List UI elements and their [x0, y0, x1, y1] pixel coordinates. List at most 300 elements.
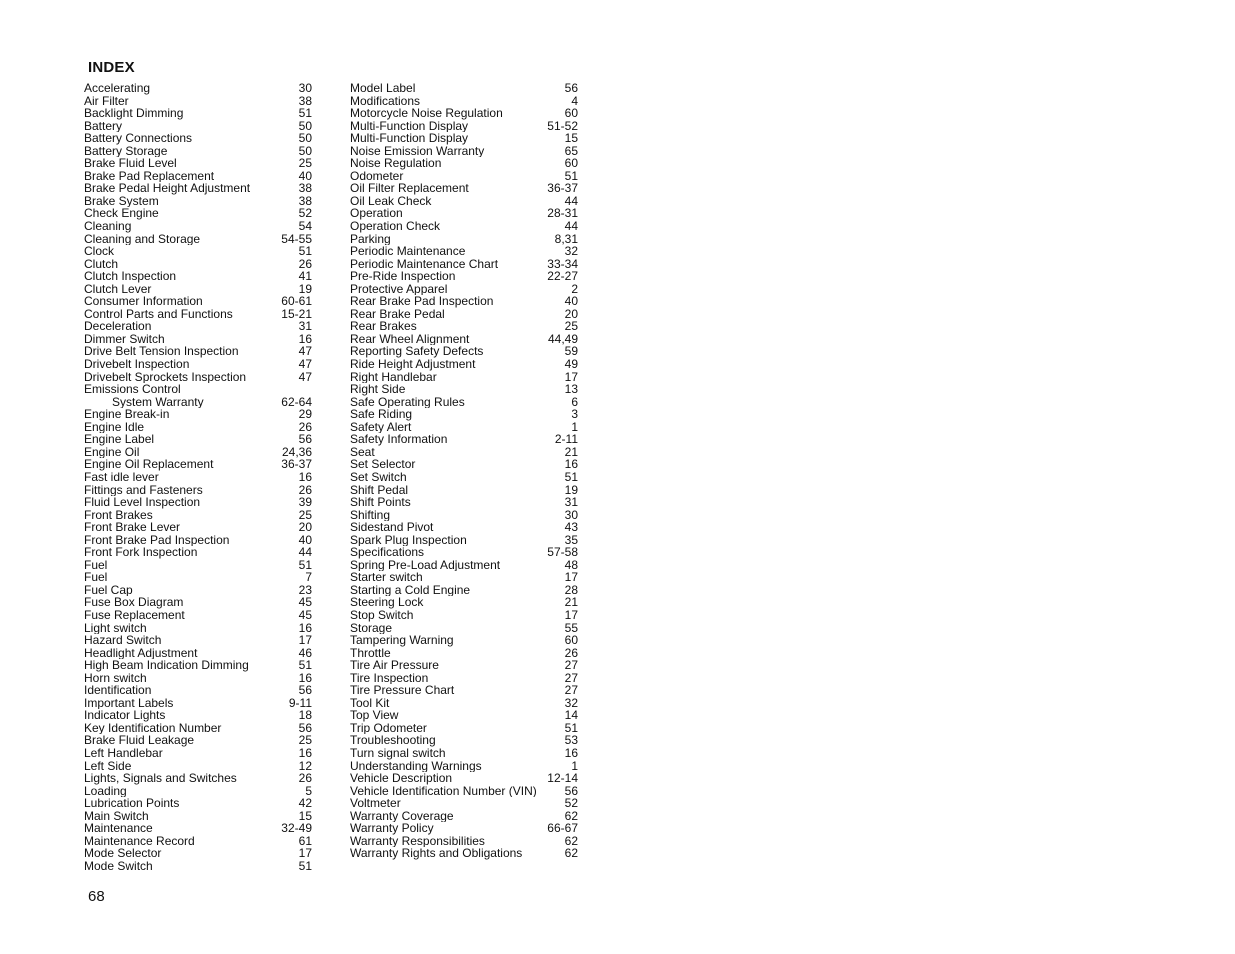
index-entry	[350, 822, 578, 835]
index-entry-term: Drivebelt Sprockets Inspection	[84, 370, 247, 384]
index-entry-term: Rear Brake Pad Inspection	[350, 295, 494, 308]
index-entry-term: Air Filter	[84, 94, 129, 108]
index-entry	[84, 772, 312, 785]
index-entry	[84, 170, 312, 183]
index-entry	[84, 371, 312, 384]
index-entry-term: Periodic Maintenance	[350, 245, 466, 258]
index-entry-page: 26	[298, 483, 312, 497]
index-entry-term: Tampering Warning	[350, 634, 454, 647]
index-entry-term: Rear Wheel Alignment	[350, 332, 470, 346]
index-entry-term: Storage	[350, 621, 393, 635]
index-entry-term: Left Handlebar	[84, 746, 163, 760]
index-entry-term: Battery Storage	[84, 144, 168, 158]
index-entry-term: Drivebelt Inspection	[84, 358, 190, 371]
index-entry-term: Cleaning	[84, 220, 132, 233]
index-entry-page: 17	[298, 634, 312, 647]
index-entry-page: 51	[298, 558, 312, 572]
index-entry-term: Left Side	[84, 759, 132, 773]
index-entry	[350, 170, 578, 183]
index-entry-page: 51	[564, 721, 578, 735]
index-entry-term: Vehicle Identification Number (VIN)	[350, 784, 537, 798]
index-entry-page: 65	[564, 144, 578, 158]
index-entry	[84, 860, 312, 873]
index-entry-term: Horn switch	[84, 671, 147, 685]
index-column-left	[84, 82, 312, 872]
index-entry-page: 54-55	[281, 232, 312, 246]
index-entry-page: 31	[564, 496, 578, 509]
index-entry	[350, 709, 578, 722]
index-entry-page: 44,49	[547, 332, 578, 346]
index-entry	[350, 408, 578, 421]
index-entry-term: Cleaning and Storage	[84, 232, 201, 246]
index-entry-term: Accelerating	[84, 82, 151, 95]
index-entry	[84, 760, 312, 773]
index-entry	[84, 233, 312, 246]
index-entry	[350, 571, 578, 584]
index-entry-term: Throttle	[350, 646, 391, 660]
index-entry-term: Warranty Coverage	[350, 809, 454, 823]
index-entry-term: Shifting	[350, 508, 391, 522]
index-entry-term: Main Switch	[84, 809, 149, 823]
index-entry	[350, 358, 578, 371]
index-entry-page: 51	[298, 245, 312, 258]
index-entry-term: Fluid Level Inspection	[84, 496, 201, 509]
index-entry-term: Lubrication Points	[84, 797, 180, 810]
index-entry	[84, 95, 312, 108]
index-entry-page: 33-34	[547, 257, 578, 271]
index-entry-page: 47	[298, 358, 312, 371]
index-entry-page: 50	[298, 144, 312, 158]
index-entry-page: 55	[564, 621, 578, 635]
index-entry-term: Control Parts and Functions	[84, 307, 233, 321]
index-entry-term: Noise Emission Warranty	[350, 144, 485, 158]
index-entry-term: Tire Inspection	[350, 671, 429, 685]
index-entry-page: 23	[298, 583, 312, 597]
index-entry	[350, 433, 578, 446]
index-entry	[350, 333, 578, 346]
index-entry	[350, 233, 578, 246]
index-entry-term: Shift Pedal	[350, 483, 409, 497]
index-entry-page: 21	[564, 445, 578, 459]
index-entry-page: 7	[305, 571, 312, 584]
index-entry	[84, 195, 312, 208]
index-entry-page: 48	[564, 558, 578, 572]
index-entry	[84, 283, 312, 296]
index-entry-term: Trip Odometer	[350, 721, 427, 735]
index-entry-page: 26	[298, 772, 312, 785]
index-entry	[84, 672, 312, 685]
index-entry	[84, 709, 312, 722]
index-entry-term: Warranty Responsibilities	[350, 834, 485, 848]
index-entry-term: Fuse Box Diagram	[84, 596, 184, 609]
index-entry-page: 12-14	[547, 772, 578, 785]
index-entry-page: 38	[298, 182, 312, 195]
index-entry-term: Spring Pre-Load Adjustment	[350, 558, 501, 572]
index-entry-term: Front Brake Lever	[84, 521, 181, 534]
index-entry-term: Operation Check	[350, 220, 441, 233]
index-entry	[84, 396, 312, 409]
index-entry	[84, 320, 312, 333]
index-entry-page: 16	[564, 458, 578, 471]
index-entry-term: Odometer	[350, 169, 404, 183]
index-entry-page: 40	[564, 295, 578, 308]
index-entry-page: 15	[564, 132, 578, 145]
index-entry	[350, 458, 578, 471]
index-entry	[350, 195, 578, 208]
index-entry	[350, 383, 578, 396]
index-entry-term: Fittings and Fasteners	[84, 483, 203, 497]
index-entry-page: 59	[564, 345, 578, 359]
index-entry	[84, 684, 312, 697]
index-entry-term: Multi-Function Display	[350, 119, 469, 133]
index-entry-term: Model Label	[350, 82, 416, 95]
index-entry	[84, 458, 312, 471]
index-entry	[84, 345, 312, 358]
index-entry-term: Clock	[84, 245, 115, 258]
index-entry-term: Backlight Dimming	[84, 107, 184, 120]
index-entry	[350, 220, 578, 233]
index-entry-page: 25	[298, 508, 312, 522]
index-entry-page: 30	[298, 82, 312, 95]
index-entry-page: 51	[564, 470, 578, 484]
index-entry-page: 62	[564, 809, 578, 823]
index-entry-page: 27	[564, 659, 578, 672]
index-entry-term: Battery Connections	[84, 132, 193, 145]
index-entry-page: 38	[298, 194, 312, 208]
index-entry	[84, 822, 312, 835]
index-entry	[84, 258, 312, 271]
index-entry-term: Brake Fluid Leakage	[84, 734, 195, 747]
index-entry	[350, 797, 578, 810]
index-entry-page: 62	[564, 834, 578, 848]
index-entry-term: Tire Pressure Chart	[350, 684, 455, 697]
index-entry-page: 56	[298, 721, 312, 735]
index-entry-term: Engine Idle	[84, 420, 145, 434]
index-entry-page: 3	[571, 408, 578, 421]
index-entry	[84, 182, 312, 195]
index-entry	[350, 559, 578, 572]
index-entry-term: Vehicle Description	[350, 772, 453, 785]
index-entry	[84, 797, 312, 810]
index-entry	[84, 145, 312, 158]
index-column-right	[350, 82, 578, 860]
index-entry-page: 60	[564, 157, 578, 170]
index-entry-page: 50	[298, 132, 312, 145]
index-entry-page: 44	[564, 220, 578, 233]
index-entry-page: 15	[298, 809, 312, 823]
index-entry-term: Clutch Lever	[84, 282, 152, 296]
index-entry-page: 56	[298, 684, 312, 697]
index-entry	[84, 433, 312, 446]
index-entry-term: Tool Kit	[350, 696, 390, 710]
index-entry	[350, 421, 578, 434]
index-entry-page: 27	[564, 671, 578, 685]
index-entry-page: 56	[564, 82, 578, 95]
index-entry-term: Front Fork Inspection	[84, 546, 198, 559]
index-entry-term: Noise Regulation	[350, 157, 442, 170]
index-entry	[84, 534, 312, 547]
index-entry	[350, 82, 578, 95]
index-entry-page: 5	[305, 784, 312, 798]
index-entry-term: Fuel	[84, 571, 108, 584]
index-entry-term: Warranty Policy	[350, 822, 434, 835]
index-entry-page: 60	[564, 107, 578, 120]
index-entry-term: Engine Oil	[84, 445, 140, 459]
index-entry-term: Warranty Rights and Obligations	[350, 847, 523, 860]
index-entry	[350, 747, 578, 760]
index-entry-page: 49	[564, 358, 578, 371]
index-entry-term: Stop Switch	[350, 608, 414, 622]
index-entry-page: 56	[298, 433, 312, 446]
index-entry-term: Headlight Adjustment	[84, 646, 198, 660]
index-entry-term: Hazard Switch	[84, 634, 162, 647]
index-entry-term: Sidestand Pivot	[350, 521, 434, 534]
index-entry	[350, 659, 578, 672]
index-entry	[84, 220, 312, 233]
index-entry-term: Safety Alert	[350, 420, 412, 434]
index-entry-term: Starter switch	[350, 571, 423, 584]
index-entry	[84, 521, 312, 534]
index-entry-term: Mode Selector	[84, 847, 162, 860]
index-entry	[350, 734, 578, 747]
index-entry-page: 15-21	[281, 307, 312, 321]
index-entry-page: 18	[298, 709, 312, 722]
index-entry	[84, 734, 312, 747]
index-entry	[84, 835, 312, 848]
index-entry-term: Fuel	[84, 558, 108, 572]
index-entry-term: Brake System	[84, 194, 159, 208]
index-entry-page: 16	[564, 746, 578, 760]
index-entry-page: 28-31	[547, 207, 578, 221]
index-entry-page: 51-52	[547, 119, 578, 133]
index-entry	[84, 634, 312, 647]
index-entry-term: Tire Air Pressure	[350, 659, 439, 672]
index-entry-term: Front Brake Pad Inspection	[84, 533, 230, 547]
index-entry-page: 47	[298, 370, 312, 384]
index-entry-page: 29	[298, 408, 312, 421]
index-entry-page: 42	[298, 797, 312, 810]
index-entry-page: 50	[298, 119, 312, 133]
index-entry	[84, 496, 312, 509]
index-entry	[84, 446, 312, 459]
index-entry	[84, 245, 312, 258]
index-entry-page: 20	[298, 521, 312, 534]
index-entry-page: 51	[298, 659, 312, 672]
index-entry	[350, 596, 578, 609]
index-entry-page: 39	[298, 496, 312, 509]
index-entry-term: Mode Switch	[84, 859, 153, 873]
index-entry-page: 17	[298, 847, 312, 860]
index-entry	[84, 847, 312, 860]
index-entry	[84, 157, 312, 170]
index-entry-page: 16	[298, 746, 312, 760]
index-entry	[350, 308, 578, 321]
index-entry-term: Fuse Replacement	[84, 608, 185, 622]
index-entry	[84, 107, 312, 120]
index-entry-page: 17	[564, 608, 578, 622]
index-entry-term: Maintenance Record	[84, 834, 195, 848]
index-entry-page: 25	[298, 734, 312, 747]
index-entry	[350, 471, 578, 484]
index-entry	[84, 810, 312, 823]
index-entry-page: 22-27	[547, 270, 578, 283]
index-entry-page: 45	[298, 596, 312, 609]
index-entry-term: Light switch	[84, 621, 147, 635]
index-entry	[350, 772, 578, 785]
index-entry	[84, 785, 312, 798]
index-entry-page: 25	[298, 157, 312, 170]
index-entry-page: 2	[571, 282, 578, 296]
index-entry	[84, 509, 312, 522]
index-entry-page: 45	[298, 608, 312, 622]
index-entry-page: 30	[564, 508, 578, 522]
index-entry-page: 35	[564, 533, 578, 547]
index-entry-page: 17	[564, 370, 578, 384]
index-entry-page: 62	[564, 847, 578, 860]
index-entry-term: Top View	[350, 709, 399, 722]
index-entry-page: 16	[298, 671, 312, 685]
index-entry-term: Set Selector	[350, 458, 416, 471]
index-entry-term: Lights, Signals and Switches	[84, 772, 237, 785]
index-entry	[350, 95, 578, 108]
index-entry-term: Multi-Function Display	[350, 132, 469, 145]
index-entry	[84, 584, 312, 597]
index-entry-page: 24,36	[281, 445, 312, 459]
index-entry-page: 54	[298, 220, 312, 233]
index-entry-page: 53	[564, 734, 578, 747]
index-entry-term: Voltmeter	[350, 797, 401, 810]
index-entry	[350, 647, 578, 660]
index-entry-term: Battery	[84, 119, 123, 133]
index-entry	[350, 847, 578, 860]
index-entry	[350, 245, 578, 258]
index-entry-page: 9-11	[288, 696, 312, 710]
index-entry-term: Indicator Lights	[84, 709, 166, 722]
index-entry-term: Specifications	[350, 546, 425, 559]
index-entry	[84, 82, 312, 95]
index-entry	[84, 697, 312, 710]
index-entry	[350, 258, 578, 271]
index-entry-term: Emissions Control	[84, 383, 181, 396]
index-entry	[350, 609, 578, 622]
index-entry-term: Engine Label	[84, 433, 155, 446]
index-entry-page: 13	[564, 383, 578, 396]
index-entry-page: 41	[298, 270, 312, 283]
index-entry-term: Front Brakes	[84, 508, 153, 522]
index-entry-term: Oil Leak Check	[350, 194, 432, 208]
index-entry	[350, 371, 578, 384]
index-entry-term: Parking	[350, 232, 391, 246]
index-entry-page: 8,31	[554, 232, 578, 246]
index-entry-term: Important Labels	[84, 696, 174, 710]
index-entry-page: 44	[298, 546, 312, 559]
index-entry-term: Brake Pedal Height Adjustment	[84, 182, 251, 195]
index-entry	[350, 835, 578, 848]
index-entry-term: Drive Belt Tension Inspection	[84, 345, 239, 359]
index-entry-term: Clutch	[84, 257, 119, 271]
index-entry	[84, 647, 312, 660]
index-entry-page: 20	[564, 307, 578, 321]
index-entry-term: Check Engine	[84, 207, 159, 221]
index-entry	[350, 760, 578, 773]
index-entry-term: Ride Height Adjustment	[350, 358, 476, 371]
index-entry-page: 32	[564, 696, 578, 710]
index-entry	[84, 471, 312, 484]
index-entry-term: Oil Filter Replacement	[350, 182, 469, 195]
index-entry-term: Deceleration	[84, 320, 152, 333]
index-entry	[84, 609, 312, 622]
page-number: 68	[88, 888, 105, 905]
index-entry-page: 32-49	[281, 822, 312, 835]
index-entry-page: 51	[564, 169, 578, 183]
index-entry-page: 1	[571, 759, 578, 773]
index-entry	[84, 270, 312, 283]
index-entry	[350, 132, 578, 145]
index-title: INDEX	[88, 59, 135, 76]
index-entry-term: Safe Riding	[350, 408, 413, 421]
index-entry-page: 16	[298, 332, 312, 346]
index-entry-term: Shift Points	[350, 496, 411, 509]
index-entry-page: 6	[571, 395, 578, 409]
index-entry-term: Safe Operating Rules	[350, 395, 465, 409]
index-entry-page: 31	[298, 320, 312, 333]
index-entry-term: Engine Oil Replacement	[84, 458, 214, 471]
index-entry	[350, 584, 578, 597]
index-entry-page: 62-64	[281, 395, 312, 409]
index-entry	[350, 396, 578, 409]
index-entry	[84, 408, 312, 421]
index-entry	[350, 295, 578, 308]
index-entry	[84, 132, 312, 145]
index-entry	[84, 308, 312, 321]
index-entry	[350, 546, 578, 559]
index-entry-page: 51	[298, 107, 312, 120]
index-entry-term: Dimmer Switch	[84, 332, 165, 346]
index-entry-term: Starting a Cold Engine	[350, 583, 471, 597]
index-entry-page: 47	[298, 345, 312, 359]
index-entry-page: 40	[298, 169, 312, 183]
index-entry	[350, 207, 578, 220]
index-entry	[350, 496, 578, 509]
index-entry-term: Turn signal switch	[350, 746, 446, 760]
index-entry	[84, 747, 312, 760]
index-entry-page: 2-11	[554, 433, 578, 446]
index-entry-term: High Beam Indication Dimming	[84, 659, 249, 672]
index-entry	[350, 145, 578, 158]
index-entry-page: 38	[298, 94, 312, 108]
index-entry	[350, 345, 578, 358]
index-entry-page: 32	[564, 245, 578, 258]
index-entry-term: Brake Fluid Level	[84, 157, 177, 170]
index-entry-term: Reporting Safety Defects	[350, 345, 484, 359]
index-entry-term: Modifications	[350, 94, 421, 108]
index-entry	[350, 270, 578, 283]
index-entry	[350, 509, 578, 522]
index-entry	[84, 421, 312, 434]
index-entry-page: 19	[564, 483, 578, 497]
index-entry	[350, 182, 578, 195]
index-entry-term: Clutch Inspection	[84, 270, 177, 283]
index-entry-term: Brake Pad Replacement	[84, 169, 215, 183]
index-entry-term: Protective Apparel	[350, 282, 448, 296]
index-entry-term: Right Handlebar	[350, 370, 437, 384]
index-entry	[350, 107, 578, 120]
index-entry	[350, 697, 578, 710]
index-entry-page: 61	[298, 834, 312, 848]
index-entry-page: 52	[564, 797, 578, 810]
index-entry	[84, 722, 312, 735]
index-entry	[84, 571, 312, 584]
